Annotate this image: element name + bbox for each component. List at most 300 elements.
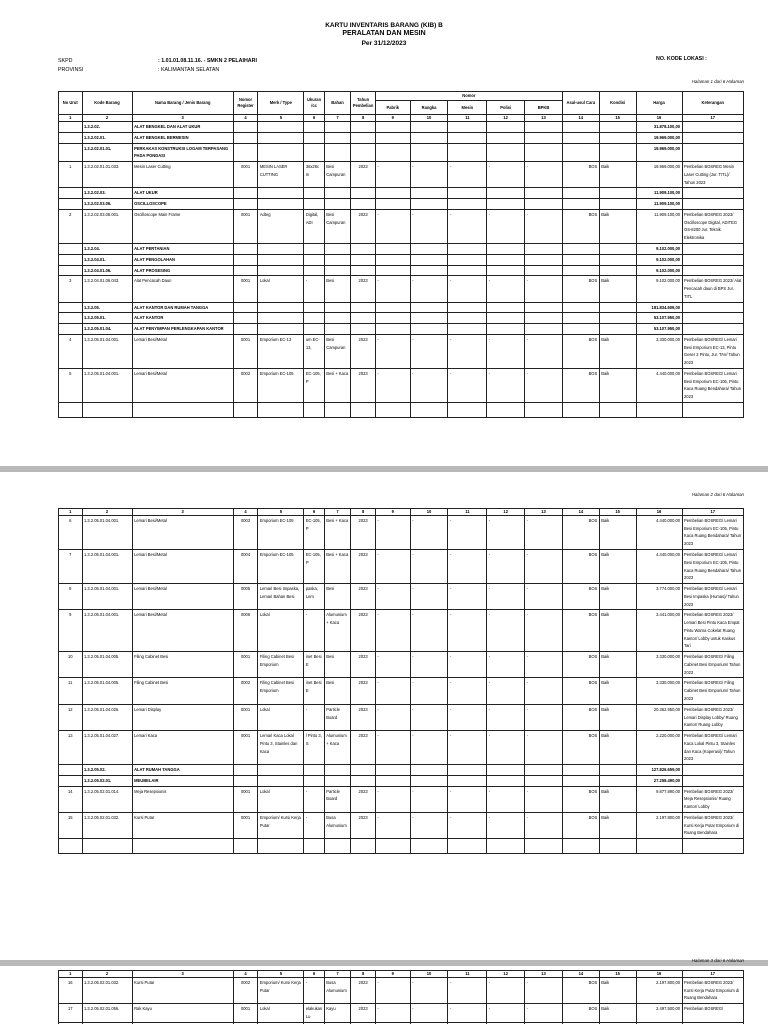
cell-mesin: - <box>448 786 487 812</box>
cell-rangka <box>410 188 448 199</box>
cell-merk <box>258 765 304 776</box>
cell-keterangan: Pembelian BOSREG/ Lemari Besi Emporium EC-13, Pintu Geser 2 Pintu, Jur. TAV/ Tahun 2023 <box>682 334 743 368</box>
cell-harga: 19.969.000,00 <box>636 162 682 188</box>
cell-harga: 181.834.609,00 <box>636 302 682 313</box>
column-number: 4 <box>233 509 258 516</box>
cell-polisi <box>487 254 525 265</box>
cell-register <box>233 765 258 776</box>
column-number: 12 <box>487 509 525 516</box>
cell-ukuran: paska, Lem <box>304 584 324 610</box>
cell-bpkb: - <box>525 731 563 765</box>
cell-polisi <box>487 188 525 199</box>
empty-cell <box>351 403 376 418</box>
cell-rangka <box>410 302 448 313</box>
cell-pabrik: - <box>375 368 410 402</box>
cell-register: 0001 <box>233 209 258 243</box>
cell-tahun <box>351 765 376 776</box>
cell-rangka: - <box>410 786 448 812</box>
cell-kode: 1.3.2.02.03.06. <box>82 199 132 210</box>
cell-bahan <box>324 244 351 255</box>
cell-pabrik: - <box>375 334 410 368</box>
cell-tahun <box>351 324 376 335</box>
col-pabrik: Pabrik <box>375 101 410 115</box>
cell-kondisi: Baik <box>599 515 636 549</box>
cell-rangka: - <box>410 652 448 678</box>
cell-polisi <box>487 244 525 255</box>
cell-asal: BOS <box>562 162 599 188</box>
cell-rangka <box>410 122 448 133</box>
cell-no: 9 <box>59 610 83 652</box>
empty-cell <box>258 839 304 854</box>
cell-pabrik: - <box>375 977 410 1003</box>
cell-keterangan: Pembelian BOSREG 2023/ Meja Resepsionis/ Ruang Kantor/ Lobby <box>682 786 743 812</box>
cell-ukuran <box>304 265 324 276</box>
cell-asal <box>562 265 599 276</box>
column-number: 6 <box>304 509 324 516</box>
cell-kode: 1.3.2.04.01. <box>82 254 132 265</box>
cell-tahun: 2023 <box>351 368 376 402</box>
cell-merk: Lemari Kaca Lokal Pintu 3, Stainles dan Kaca <box>258 731 304 765</box>
cell-polisi: - <box>487 704 525 730</box>
cell-kondisi <box>599 313 636 324</box>
cell-polisi: - <box>487 515 525 549</box>
column-number-row <box>59 115 744 122</box>
cell-ukuran <box>304 775 324 786</box>
column-number: 7 <box>324 509 351 516</box>
cell-mesin: - <box>448 1004 487 1023</box>
cell-mesin: - <box>448 584 487 610</box>
empty-cell <box>525 403 563 418</box>
cell-merk: Lokal <box>258 704 304 730</box>
cell-merk <box>258 122 304 133</box>
cell-pabrik <box>375 765 410 776</box>
cell-merk: Lokal <box>258 1004 304 1023</box>
cell-pabrik <box>375 324 410 335</box>
cell-bahan <box>324 324 351 335</box>
cell-harga: 2.197.800,00 <box>636 812 682 838</box>
cell-harga: 11.909.100,00 <box>636 209 682 243</box>
cell-polisi: - <box>487 334 525 368</box>
cell-kondisi: Baik <box>599 162 636 188</box>
inventory-table-1 <box>58 91 744 418</box>
cell-mesin: - <box>448 209 487 243</box>
cell-polisi: - <box>487 209 525 243</box>
table-row <box>59 652 744 678</box>
column-number: 9 <box>375 971 410 978</box>
cell-polisi: - <box>487 368 525 402</box>
cell-mesin <box>448 765 487 776</box>
column-number: 5 <box>258 509 304 516</box>
cell-bahan: Alumunium + Kaca <box>324 610 351 652</box>
cell-register: 0001 <box>233 276 258 302</box>
cell-keterangan <box>682 199 743 210</box>
cell-kondisi: Baik <box>599 1004 636 1023</box>
cell-pabrik <box>375 302 410 313</box>
cell-polisi <box>487 132 525 143</box>
cell-kode: 1.3.2.02.01.01.033. <box>82 162 132 188</box>
cell-rangka <box>410 775 448 786</box>
cell-rangka: - <box>410 678 448 704</box>
cell-ukuran: Digital, ADI <box>304 209 324 243</box>
cell-tahun: 2023 <box>351 162 376 188</box>
cell-bpkb: - <box>525 1004 563 1023</box>
cell-harga: 3.330.000,00 <box>636 334 682 368</box>
cell-register <box>233 775 258 786</box>
table-row <box>59 812 744 838</box>
empty-cell <box>59 403 83 418</box>
cell-ukuran: inet Besi E <box>304 678 324 704</box>
cell-merk: Filing Cabinet Besi Emporium <box>258 678 304 704</box>
cell-kode: 1.3.2.05.01.04.001. <box>82 610 132 652</box>
cell-nama: OSCILLOSCOPE <box>132 199 233 210</box>
cell-ukuran: inet Besi E <box>304 652 324 678</box>
cell-register: 0001 <box>233 334 258 368</box>
cell-harga: 2.220.000,00 <box>636 731 682 765</box>
cell-kondisi: Baik <box>599 368 636 402</box>
cell-tahun: 2023 <box>351 610 376 652</box>
cell-harga: 11.909.100,00 <box>636 199 682 210</box>
cell-no <box>59 324 83 335</box>
cell-no: 16 <box>59 977 83 1003</box>
col-tahun: Tahun Pembelian <box>351 92 376 115</box>
group-row <box>59 313 744 324</box>
column-number: 13 <box>525 509 563 516</box>
cell-keterangan: Pembelian BOSREG 2023/ Lemari Display Lobby/ Ruang Kantor/ Ruang Lobby <box>682 704 743 730</box>
cell-merk: Emporium/ Kursi Kerja Putar <box>258 812 304 838</box>
document-page-3 <box>0 966 768 1024</box>
cell-asal <box>562 765 599 776</box>
cell-kode: 1.3.2.05.01. <box>82 313 132 324</box>
cell-bahan: Busa Alumunium <box>324 977 351 1003</box>
column-number: 16 <box>636 115 682 122</box>
cell-ukuran <box>304 188 324 199</box>
group-row <box>59 188 744 199</box>
cell-asal: BOS <box>562 704 599 730</box>
cell-nama: ALAT PENGOLAHAN <box>132 254 233 265</box>
cell-bpkb: - <box>525 584 563 610</box>
column-number: 17 <box>682 971 743 978</box>
empty-cell <box>562 403 599 418</box>
cell-register: 0002 <box>233 368 258 402</box>
cell-no <box>59 265 83 276</box>
cell-tahun: 2023 <box>351 977 376 1003</box>
cell-kode: 1.3.2.05.01.04.001. <box>82 368 132 402</box>
cell-no: 7 <box>59 549 83 583</box>
page-number-1: Halaman 1 dari 6 Halaman <box>691 79 744 84</box>
cell-rangka <box>410 199 448 210</box>
cell-pabrik: - <box>375 515 410 549</box>
column-number: 9 <box>375 115 410 122</box>
cell-nama: Kursi Putar <box>132 812 233 838</box>
column-number: 16 <box>636 971 682 978</box>
cell-bahan <box>324 122 351 133</box>
column-number: 10 <box>410 509 448 516</box>
column-number: 2 <box>82 971 132 978</box>
cell-keterangan <box>682 302 743 313</box>
cell-nama: Kursi Putar <box>132 977 233 1003</box>
col-register: Nomor Register <box>233 92 258 115</box>
cell-rangka: - <box>410 584 448 610</box>
group-row <box>59 132 744 143</box>
cell-harga: 4.440.000,00 <box>636 515 682 549</box>
column-number: 13 <box>525 971 563 978</box>
cell-no: 4 <box>59 334 83 368</box>
cell-tahun: 2023 <box>351 652 376 678</box>
cell-bpkb <box>525 765 563 776</box>
cell-nama: Lemari Besi/Metal <box>132 610 233 652</box>
table-row <box>59 276 744 302</box>
cell-pabrik: - <box>375 678 410 704</box>
cell-nama: ALAT PROSESING <box>132 265 233 276</box>
cell-bahan <box>324 265 351 276</box>
empty-cell <box>375 839 410 854</box>
cell-register: 0001 <box>233 652 258 678</box>
cell-no <box>59 254 83 265</box>
cell-bahan: Besi Campuran <box>324 209 351 243</box>
cell-register <box>233 313 258 324</box>
column-number-row <box>59 509 744 516</box>
cell-merk <box>258 254 304 265</box>
cell-asal: BOS <box>562 276 599 302</box>
cell-nama: Rak Kayu <box>132 1004 233 1023</box>
cell-ukuran <box>304 199 324 210</box>
cell-no <box>59 132 83 143</box>
empty-cell <box>233 839 258 854</box>
column-number: 3 <box>132 115 233 122</box>
cell-polisi: - <box>487 1004 525 1023</box>
column-number: 3 <box>132 509 233 516</box>
cell-kondisi <box>599 324 636 335</box>
cell-bahan <box>324 765 351 776</box>
cell-nama: Alat Pencacah Daun <box>132 276 233 302</box>
cell-pabrik: - <box>375 610 410 652</box>
cell-no <box>59 244 83 255</box>
cell-kode: 1.3.2.02.01. <box>82 132 132 143</box>
col-rangka: Rangka <box>410 101 448 115</box>
cell-tahun <box>351 254 376 265</box>
cell-bpkb: - <box>525 162 563 188</box>
cell-ukuran: l Pintu 3, S <box>304 731 324 765</box>
cell-rangka: - <box>410 731 448 765</box>
empty-cell <box>682 403 743 418</box>
cell-register: 0001 <box>233 731 258 765</box>
kode-lokasi-label: NO. KODE LOKASI : <box>656 56 707 62</box>
cell-nama: Oscilloscope Main Frame <box>132 209 233 243</box>
cell-pabrik: - <box>375 209 410 243</box>
empty-row <box>59 839 744 854</box>
cell-merk: MESIN LASER CUTTING <box>258 162 304 188</box>
cell-register: 0001 <box>233 812 258 838</box>
cell-keterangan: Pembelian BOSREG 2023/ Alat Pencacah daun di BPS Jur. TITL <box>682 276 743 302</box>
column-number: 11 <box>448 509 487 516</box>
cell-harga: 11.909.100,00 <box>636 188 682 199</box>
col-bahan: Bahan <box>324 92 351 115</box>
cell-rangka: - <box>410 610 448 652</box>
cell-kode: 1.3.2.04. <box>82 244 132 255</box>
inventory-table-3 <box>58 970 744 1024</box>
empty-cell <box>599 403 636 418</box>
cell-register: 0003 <box>233 515 258 549</box>
cell-merk <box>258 324 304 335</box>
cell-no <box>59 122 83 133</box>
empty-cell <box>599 839 636 854</box>
cell-ukuran <box>304 324 324 335</box>
column-number: 6 <box>304 115 324 122</box>
cell-register: 0005 <box>233 584 258 610</box>
cell-bpkb <box>525 132 563 143</box>
cell-register: 0001 <box>233 704 258 730</box>
cell-bahan <box>324 199 351 210</box>
cell-bahan: Besi Campuran <box>324 162 351 188</box>
cell-kondisi <box>599 122 636 133</box>
column-number: 11 <box>448 971 487 978</box>
cell-polisi: - <box>487 549 525 583</box>
cell-pabrik <box>375 122 410 133</box>
cell-kondisi: Baik <box>599 731 636 765</box>
col-mesin: Mesin <box>448 101 487 115</box>
empty-cell <box>233 403 258 418</box>
cell-ukuran: - <box>304 812 324 838</box>
column-number: 9 <box>375 509 410 516</box>
cell-mesin <box>448 132 487 143</box>
cell-harga: 9.102.000,00 <box>636 254 682 265</box>
cell-register <box>233 265 258 276</box>
cell-register <box>233 324 258 335</box>
cell-mesin: - <box>448 652 487 678</box>
cell-keterangan: Pembelian BOSREG/ <box>682 1004 743 1023</box>
cell-keterangan <box>682 132 743 143</box>
cell-ukuran: 36x28cm <box>304 162 324 188</box>
cell-bpkb: - <box>525 652 563 678</box>
cell-bpkb: - <box>525 786 563 812</box>
cell-mesin: - <box>448 549 487 583</box>
group-row <box>59 244 744 255</box>
column-number: 7 <box>324 971 351 978</box>
cell-kondisi: Baik <box>599 584 636 610</box>
empty-cell <box>410 403 448 418</box>
cell-ukuran: - <box>304 786 324 812</box>
cell-pabrik <box>375 188 410 199</box>
cell-ukuran <box>304 302 324 313</box>
inventory-table-2 <box>58 508 744 854</box>
cell-bahan <box>324 143 351 162</box>
cell-pabrik: - <box>375 549 410 583</box>
cell-ukuran <box>304 143 324 162</box>
cell-no: 14 <box>59 786 83 812</box>
col-no: No Urut <box>59 92 83 115</box>
column-number: 16 <box>636 509 682 516</box>
cell-nama: Meja Resepsionis <box>132 786 233 812</box>
cell-kode: 1.3.2.02.03. <box>82 188 132 199</box>
cell-nama: ALAT BENGKEL DAN ALAT UKUR <box>132 122 233 133</box>
empty-cell <box>682 839 743 854</box>
cell-rangka <box>410 244 448 255</box>
col-kode: Kode Barang <box>82 92 132 115</box>
cell-mesin <box>448 254 487 265</box>
cell-kode: 1.3.2.04.01.06.043. <box>82 276 132 302</box>
cell-tahun: 2023 <box>351 276 376 302</box>
cell-no: 12 <box>59 704 83 730</box>
col-polisi: Polisi <box>487 101 525 115</box>
table-row <box>59 162 744 188</box>
cell-rangka: - <box>410 704 448 730</box>
cell-no: 3 <box>59 276 83 302</box>
cell-nama: Lemari Kaca <box>132 731 233 765</box>
empty-cell <box>82 839 132 854</box>
cell-tahun: 2023 <box>351 209 376 243</box>
cell-no: 5 <box>59 368 83 402</box>
cell-mesin: - <box>448 515 487 549</box>
cell-kondisi <box>599 765 636 776</box>
column-number: 7 <box>324 115 351 122</box>
cell-polisi: - <box>487 584 525 610</box>
cell-merk: Adteg <box>258 209 304 243</box>
cell-mesin <box>448 775 487 786</box>
cell-rangka <box>410 324 448 335</box>
cell-nama: Mesin Laser Cutting <box>132 162 233 188</box>
cell-bahan <box>324 775 351 786</box>
cell-polisi: - <box>487 678 525 704</box>
group-row <box>59 143 744 162</box>
column-number-row <box>59 971 744 978</box>
cell-merk: Emporium EC-13 <box>258 334 304 368</box>
cell-no: 8 <box>59 584 83 610</box>
column-number: 15 <box>599 971 636 978</box>
col-bpkb: BPKB <box>525 101 563 115</box>
table-row <box>59 584 744 610</box>
empty-cell <box>324 839 351 854</box>
cell-bahan: Besi <box>324 652 351 678</box>
cell-polisi: - <box>487 786 525 812</box>
cell-bahan <box>324 313 351 324</box>
cell-tahun <box>351 313 376 324</box>
cell-rangka: - <box>410 977 448 1003</box>
cell-ukuran <box>304 244 324 255</box>
cell-rangka: - <box>410 812 448 838</box>
cell-mesin <box>448 265 487 276</box>
cell-keterangan <box>682 265 743 276</box>
cell-mesin: - <box>448 276 487 302</box>
cell-pabrik: - <box>375 1004 410 1023</box>
column-number: 8 <box>351 971 376 978</box>
cell-asal: BOS <box>562 368 599 402</box>
cell-mesin <box>448 313 487 324</box>
cell-register: 0001 <box>233 162 258 188</box>
cell-asal <box>562 188 599 199</box>
column-number: 10 <box>410 971 448 978</box>
table-row <box>59 610 744 652</box>
skpd-label: SKPD <box>58 58 73 64</box>
column-number: 14 <box>562 115 599 122</box>
cell-kode: 1.3.2.05.01.04.026. <box>82 704 132 730</box>
column-number: 13 <box>525 115 563 122</box>
group-row <box>59 254 744 265</box>
column-number: 1 <box>59 509 83 516</box>
page-number-2: Halaman 2 dari 6 Halaman <box>691 492 744 497</box>
empty-cell <box>304 403 324 418</box>
page-number-3: Halaman 3 dari 6 Halaman <box>691 958 744 963</box>
cell-polisi <box>487 265 525 276</box>
table-row <box>59 977 744 1003</box>
cell-asal <box>562 122 599 133</box>
cell-asal <box>562 775 599 786</box>
empty-cell <box>487 839 525 854</box>
cell-nama: ALAT KANTOR <box>132 313 233 324</box>
cell-asal <box>562 244 599 255</box>
cell-bpkb <box>525 324 563 335</box>
cell-kode: 1.3.2.05.02.01.032. <box>82 977 132 1003</box>
cell-tahun <box>351 244 376 255</box>
